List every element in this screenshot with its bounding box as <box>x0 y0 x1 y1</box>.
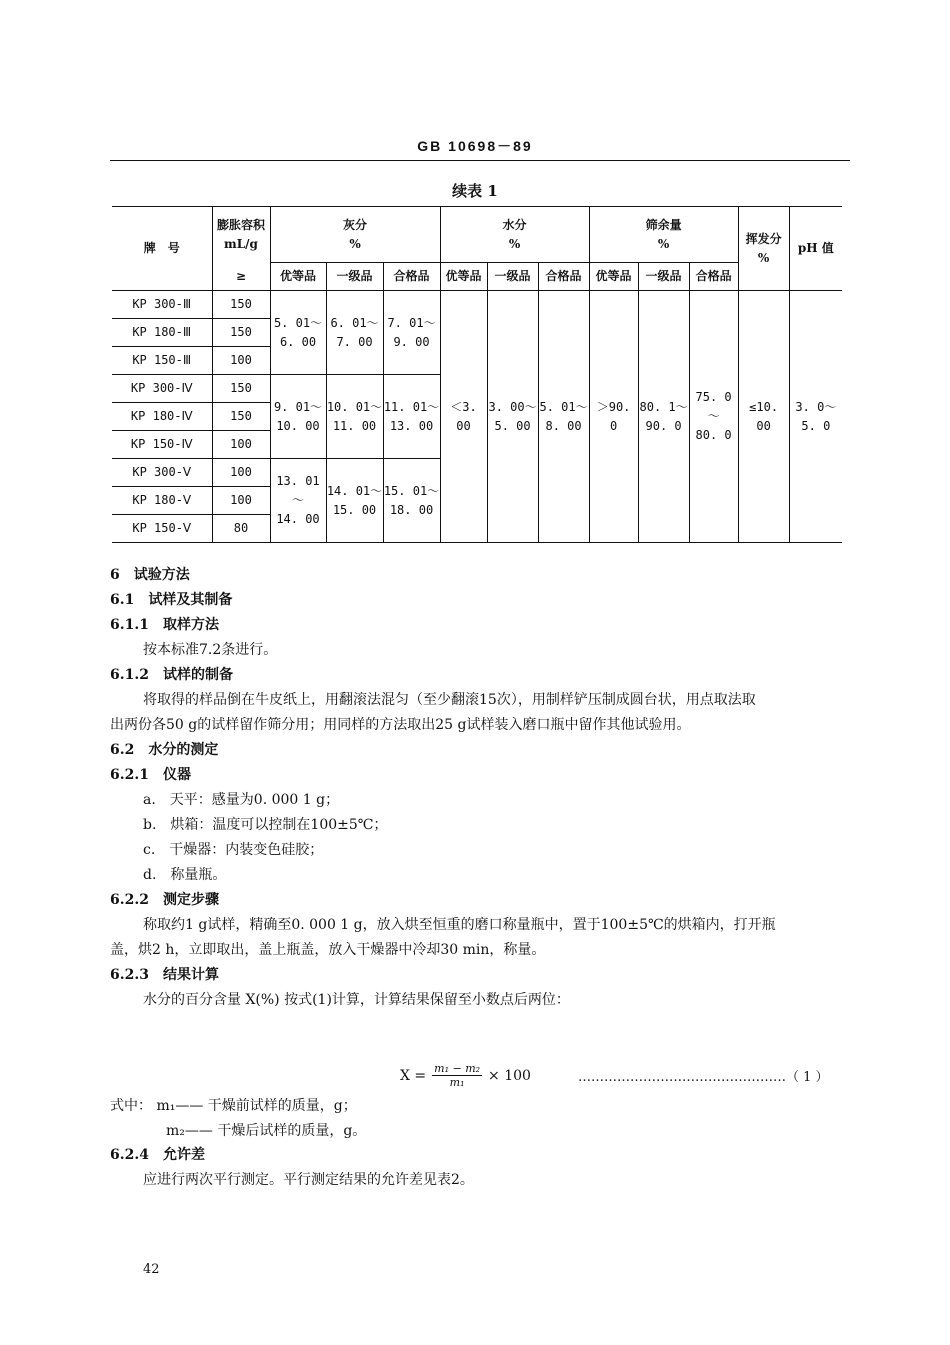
grade: 一级品 <box>638 263 689 291</box>
formula-number: …………………………………………（ 1 ） <box>578 1070 829 1085</box>
grade: 合格品 <box>689 263 738 291</box>
expand-cell: 100 <box>212 431 270 459</box>
brand-cell: KP 300-Ⅲ <box>112 291 212 319</box>
list-item: c. 干燥器：内装变色硅胶； <box>143 842 324 858</box>
brand-cell: KP 150-Ⅲ <box>112 347 212 375</box>
section-heading: 6.2 水分的测定 <box>110 742 219 758</box>
ph-cell: 3. 0～ 5. 0 <box>789 291 842 543</box>
paragraph: 称取约1 g试样，精确至0. 000 1 g，放入烘至恒重的磨口称量瓶中，置于100±5℃的烘箱内，打开瓶 <box>143 917 776 933</box>
ash-cell: 14. 01～ 15. 00 <box>326 459 383 543</box>
ash-cell: 11. 01～ 13. 00 <box>383 375 440 459</box>
spec-table <box>112 206 842 543</box>
section-heading: 6.1.2 试样的制备 <box>110 667 233 683</box>
section-heading: 6 试验方法 <box>110 567 190 583</box>
paragraph: 将取得的样品倒在牛皮纸上，用翻滚法混匀（至少翻滚15次），用制样铲压制成圆台状，用点取法取 <box>143 692 756 708</box>
col-ph: pH 值 <box>789 207 842 291</box>
water-qualified: 5. 01～ 8. 00 <box>538 291 589 543</box>
paragraph: 盖，烘2 h，立即取出，盖上瓶盖，放入干燥器中冷却30 min，称量。 <box>110 942 546 958</box>
water-first: 3. 00～ 5. 00 <box>487 291 538 543</box>
formula-denominator: m₁ <box>449 1076 465 1089</box>
list-item: a. 天平：感量为0. 000 1 g； <box>143 792 340 808</box>
water-premium: ＜3. 00 <box>440 291 487 543</box>
grade: 一级品 <box>487 263 538 291</box>
ash-cell: 5. 01～ 6. 00 <box>270 291 326 375</box>
grade: 优等品 <box>440 263 487 291</box>
ash-cell: 6. 01～ 7. 00 <box>326 291 383 375</box>
section-heading: 6.1.1 取样方法 <box>110 617 219 633</box>
brand-cell: KP 180-Ⅳ <box>112 403 212 431</box>
ash-cell: 10. 01～ 11. 00 <box>326 375 383 459</box>
grade: 一级品 <box>326 263 383 291</box>
table-caption: 续表 1 <box>452 182 498 200</box>
sieve-premium: ＞90. 0 <box>589 291 638 543</box>
paragraph: 按本标准7.2条进行。 <box>143 642 278 658</box>
formula-numerator: m₁ − m₂ <box>434 1062 481 1075</box>
col-brand: 牌 号 <box>112 207 212 291</box>
expand-cell: 100 <box>212 459 270 487</box>
section-heading: 6.2.4 允许差 <box>110 1147 205 1163</box>
list-item: b. 烘箱：温度可以控制在100±5℃； <box>143 817 388 833</box>
brand-cell: KP 150-Ⅳ <box>112 431 212 459</box>
grade: 优等品 <box>270 263 326 291</box>
col-ash: 灰分 % <box>270 207 440 263</box>
col-water: 水分 % <box>440 207 589 263</box>
expand-cell: 80 <box>212 515 270 543</box>
standard-header: GB 10698－89 <box>417 138 533 154</box>
brand-cell: KP 180-Ⅴ <box>112 487 212 515</box>
paragraph: 出两份各50 g的试样留作筛分用；用同样的方法取出25 g试样装入磨口瓶中留作其他试验用。 <box>110 717 691 733</box>
col-expand: 膨胀容积 mL/g <box>212 207 270 263</box>
where-line: 式中： m₁—— 干燥前试样的质量，g； <box>110 1098 357 1114</box>
ash-cell: 9. 01～ 10. 00 <box>270 375 326 459</box>
body-text <box>110 563 855 1013</box>
paragraph: 应进行两次平行测定。平行测定结果的允许差见表2。 <box>143 1172 474 1188</box>
expand-cell: 150 <box>212 319 270 347</box>
grade: 合格品 <box>538 263 589 291</box>
section-heading: 6.2.3 结果计算 <box>110 967 219 983</box>
ash-cell: 15. 01～ 18. 00 <box>383 459 440 543</box>
col-volatile: 挥发分 % <box>738 207 789 291</box>
brand-cell: KP 150-Ⅴ <box>112 515 212 543</box>
brand-cell: KP 300-Ⅴ <box>112 459 212 487</box>
section-heading: 6.1 试样及其制备 <box>110 592 233 608</box>
formula-fraction <box>432 1062 482 1089</box>
paragraph: 水分的百分含量 X(%) 按式(1)计算，计算结果保留至小数点后两位： <box>143 992 570 1008</box>
volatile-cell: ≤10. 00 <box>738 291 789 543</box>
sieve-first: 80. 1～ 90. 0 <box>638 291 689 543</box>
tail-block <box>110 1143 474 1193</box>
section-heading: 6.2.2 测定步骤 <box>110 892 219 908</box>
list-item: d. 称量瓶。 <box>143 867 227 883</box>
page-number: 42 <box>143 1262 160 1277</box>
header-rule <box>110 160 850 161</box>
expand-cell: 150 <box>212 291 270 319</box>
grade: 合格品 <box>383 263 440 291</box>
sieve-qualified: 75. 0～ 80. 0 <box>689 291 738 543</box>
expand-cell: 150 <box>212 403 270 431</box>
ash-cell: 13. 01～ 14. 00 <box>270 459 326 543</box>
section-heading: 6.2.1 仪器 <box>110 767 191 783</box>
where-line: m₂—— 干燥后试样的质量，g。 <box>166 1123 367 1139</box>
brand-cell: KP 300-Ⅳ <box>112 375 212 403</box>
expand-cell: 150 <box>212 375 270 403</box>
ash-cell: 7. 01～ 9. 00 <box>383 291 440 375</box>
expand-cell: 100 <box>212 347 270 375</box>
expand-cell: 100 <box>212 487 270 515</box>
where-block <box>110 1094 366 1144</box>
formula-rhs: × 100 <box>488 1067 531 1084</box>
formula-lhs: X = <box>400 1067 427 1084</box>
col-expand-ge: ≥ <box>212 263 270 291</box>
formula-1 <box>400 1062 531 1089</box>
col-sieve: 筛余量 % <box>589 207 738 263</box>
grade: 优等品 <box>589 263 638 291</box>
brand-cell: KP 180-Ⅲ <box>112 319 212 347</box>
